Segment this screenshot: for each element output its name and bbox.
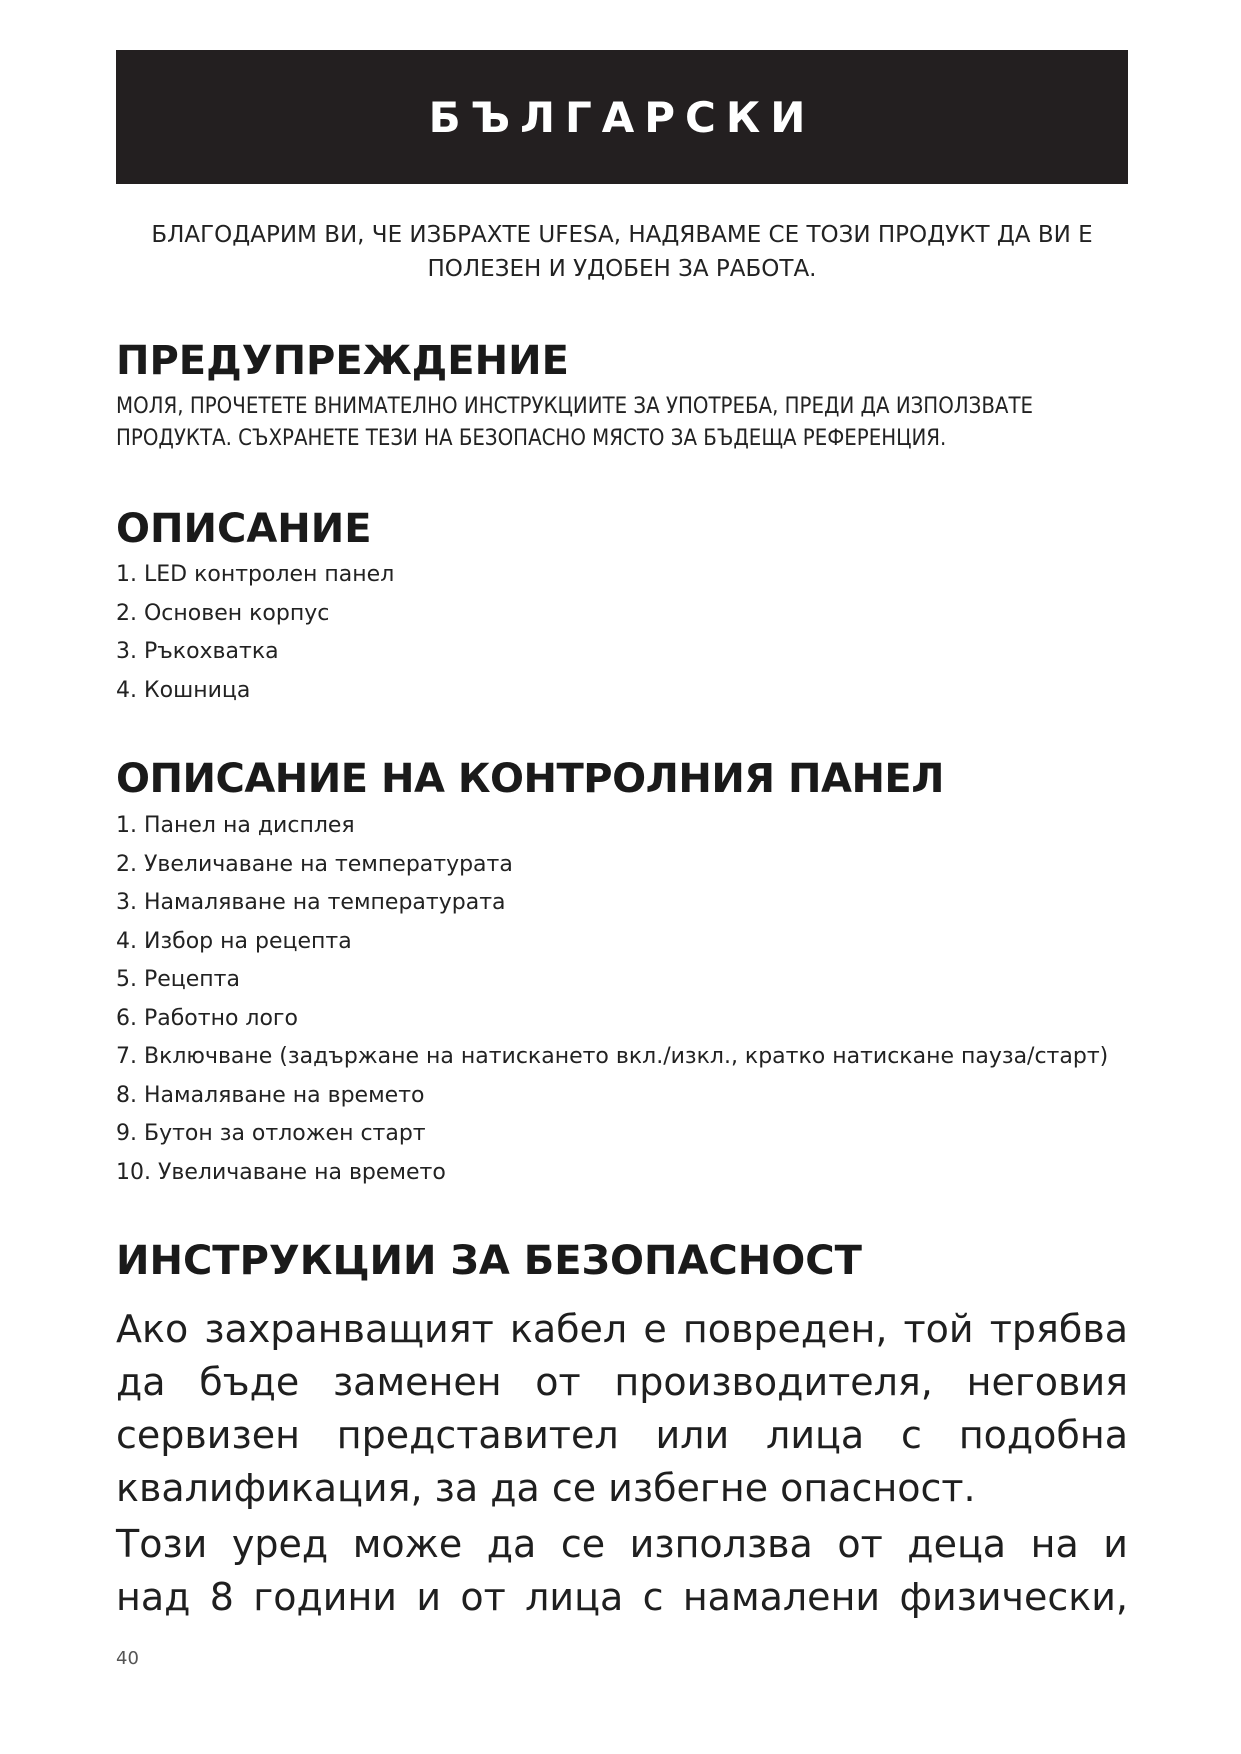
- safety-heading: ИНСТРУКЦИИ ЗА БЕЗОПАСНОСТ: [116, 1238, 862, 1284]
- list-item: 2. Основен корпус: [116, 600, 330, 626]
- list-item: 7. Включване (задържане на натискането вкл./изкл., кратко натискане пауза/старт): [116, 1044, 1109, 1069]
- safety-paragraph-2: [116, 1518, 1128, 1624]
- list-item: 8. Намаляване на времето: [116, 1082, 425, 1108]
- warning-line-2: ПРОДУКТА. СЪХРАНЕТЕ ТЕЗИ НА БЕЗОПАСНО МЯСТО ЗА БЪДЕЩА РЕФЕРЕНЦИЯ.: [116, 426, 947, 451]
- safety-p1-line: квалификация, за да се избегне опасност.: [116, 1466, 976, 1510]
- intro-text: [116, 218, 1128, 286]
- banner-title: БЪЛГАРСКИ: [428, 92, 816, 142]
- safety-p1-line: да бъде заменен от производителя, неговия: [116, 1360, 1128, 1404]
- list-item: 1. Панел на дисплея: [116, 813, 355, 838]
- safety-p2-line: Този уред може да се използва от деца на и: [116, 1522, 1128, 1566]
- warning-text: [116, 391, 1132, 455]
- list-item: 2. Увеличаване на температурата: [116, 851, 513, 877]
- warning-heading: ПРЕДУПРЕЖДЕНИЕ: [116, 338, 569, 384]
- list-item: 3. Намаляване на температурата: [116, 890, 506, 915]
- list-item: 1. LED контролен панел: [116, 562, 395, 587]
- list-item: 10. Увеличаване на времето: [116, 1159, 446, 1185]
- safety-p1-line: Ако захранващият кабел е повреден, той трябва: [116, 1307, 1128, 1351]
- description-list: [116, 556, 394, 710]
- list-item: 4. Избор на рецепта: [116, 928, 352, 954]
- page-number: 40: [116, 1648, 139, 1669]
- description-heading: ОПИСАНИЕ: [116, 506, 372, 552]
- intro-line-1: БЛАГОДАРИМ ВИ, ЧЕ ИЗБРАХТЕ UFESA, НАДЯВАМЕ СЕ ТОЗИ ПРОДУКТ ДА ВИ Е: [151, 222, 1093, 248]
- list-item: 6. Работно лого: [116, 1005, 298, 1031]
- safety-paragraph-1: [116, 1303, 1128, 1515]
- control-panel-heading: ОПИСАНИЕ НА КОНТРОЛНИЯ ПАНЕЛ: [116, 756, 944, 802]
- control-panel-list: [116, 807, 1108, 1192]
- list-item: 3. Ръкохватка: [116, 639, 279, 664]
- safety-p1-line: сервизен представител или лица с подобна: [116, 1413, 1128, 1457]
- list-item: 5. Рецепта: [116, 967, 240, 992]
- warning-line-1: МОЛЯ, ПРОЧЕТЕТЕ ВНИМАТЕЛНО ИНСТРУКЦИИТЕ ЗА УПОТРЕБА, ПРЕДИ ДА ИЗПОЛЗВАТЕ: [116, 394, 1034, 419]
- intro-line-2: ПОЛЕЗЕН И УДОБЕН ЗА РАБОТА.: [427, 256, 817, 282]
- language-banner: [116, 50, 1128, 184]
- safety-p2-line: над 8 години и от лица с намалени физически,: [116, 1575, 1128, 1619]
- list-item: 4. Кошница: [116, 677, 251, 703]
- list-item: 9. Бутон за отложен старт: [116, 1121, 426, 1146]
